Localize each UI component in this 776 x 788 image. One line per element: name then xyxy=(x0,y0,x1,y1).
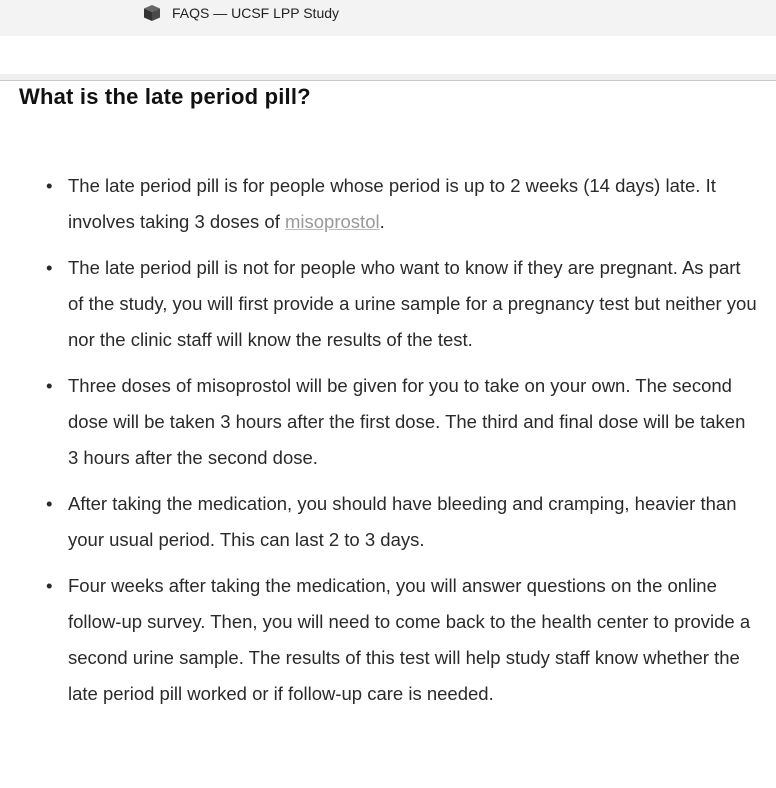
bullet: • xyxy=(46,575,53,596)
item-text: The late period pill is for people whose period is up to 2 weeks (14 days) late. It involves taking 3 doses of xyxy=(68,175,716,232)
bullet: • xyxy=(46,175,53,196)
item-text: The late period pill is not for people who want to know if they are pregnant. As part of the study, you will first provide a urine sample for a pregnancy test but neither you nor the clinic staff will know the results of the test. xyxy=(68,257,757,350)
list-item xyxy=(46,486,758,558)
faq-list xyxy=(0,168,758,722)
item-text: After taking the medication, you should have bleeding and cramping, heavier than your usual period. This can last 2 to 3 days. xyxy=(68,493,737,550)
bullet: • xyxy=(46,493,53,514)
bullet: • xyxy=(46,257,53,278)
list-item xyxy=(46,168,758,240)
cube-icon xyxy=(143,4,161,22)
window-title: FAQS — UCSF LPP Study xyxy=(172,5,340,21)
item-text: Four weeks after taking the medication, you will answer questions on the online follow-up survey. Then, you will need to come back to the health center to provide a second urine sample. The results of this test will help study staff know whether the late period pill worked or if follow-up care is needed. xyxy=(68,575,751,704)
divider xyxy=(0,74,776,81)
page-heading: What is the late period pill? xyxy=(19,84,311,109)
window-titlebar xyxy=(0,0,776,36)
toolbar xyxy=(0,36,776,74)
list-item xyxy=(46,250,758,358)
list-item xyxy=(46,568,758,712)
list-item xyxy=(46,368,758,476)
item-text-end: . xyxy=(379,211,385,232)
misoprostol-link[interactable]: misoprostol xyxy=(285,211,380,232)
bullet: • xyxy=(46,375,53,396)
item-text: Three doses of misoprostol will be given for you to take on your own. The second dose will be taken 3 hours after the first dose. The third and final dose will be taken 3 hours after the second dose. xyxy=(68,375,746,468)
